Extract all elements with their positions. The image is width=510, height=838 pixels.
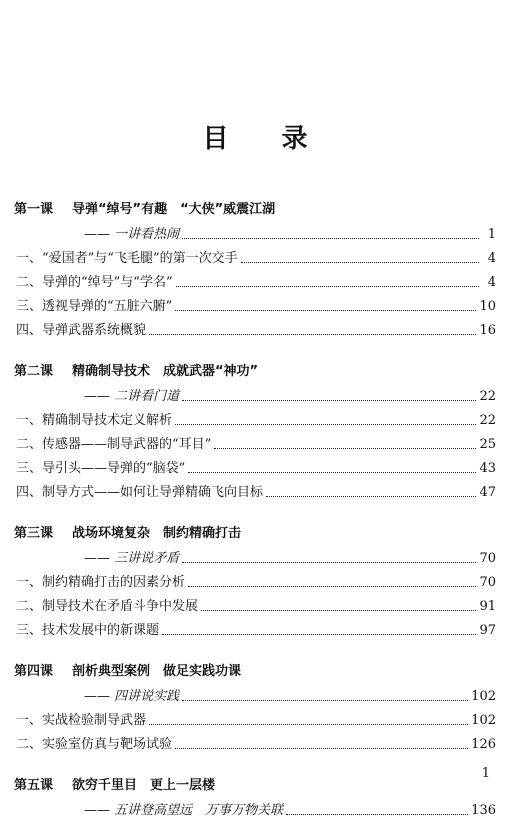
chapter-number: 第五课: [14, 777, 54, 793]
entry-label: —— 二讲看门道: [84, 389, 180, 404]
entry-page: 136: [471, 803, 496, 818]
chapter-heading: [14, 658, 510, 680]
dot-leader: [266, 495, 476, 497]
toc-entry[interactable]: [0, 242, 496, 266]
dot-leader: [241, 261, 479, 263]
chapter-5: [0, 772, 510, 818]
entry-label: 三、导引头——导弹的“脑袋”: [16, 461, 186, 476]
toc-entry-lecture[interactable]: [0, 680, 496, 704]
chapter-heading: [14, 358, 510, 380]
chapter-3: [0, 520, 510, 638]
toc-entry[interactable]: [0, 614, 496, 638]
dot-leader: [176, 285, 479, 287]
toc-entry-lecture[interactable]: [0, 542, 496, 566]
entry-page: 91: [479, 599, 496, 614]
entry-page: 4: [487, 251, 496, 266]
toc-entry[interactable]: [0, 704, 496, 728]
toc-entry[interactable]: [0, 566, 496, 590]
entry-page: 47: [479, 485, 496, 500]
entry-label: 二、传感器——制导武器的“耳目”: [16, 437, 212, 452]
toc-entry[interactable]: [0, 266, 496, 290]
dot-leader: [182, 399, 476, 401]
entry-page: 70: [479, 551, 496, 566]
entry-page: 43: [479, 461, 496, 476]
dot-leader: [175, 747, 468, 749]
toc-entry[interactable]: [0, 590, 496, 614]
dot-leader: [188, 585, 476, 587]
chapter-number: 第二课: [14, 363, 54, 379]
entry-page: 4: [487, 275, 496, 290]
toc-entry[interactable]: [0, 404, 496, 428]
dot-leader: [149, 723, 468, 725]
entry-label: 二、制导技术在矛盾斗争中发展: [16, 599, 199, 614]
dot-leader: [201, 609, 476, 611]
toc-entry-lecture[interactable]: [0, 794, 496, 818]
entry-page: 22: [479, 389, 496, 404]
dot-leader: [182, 699, 468, 701]
entry-page: 102: [471, 713, 496, 728]
entry-page: 10: [479, 299, 496, 314]
entry-page: 1: [487, 227, 496, 242]
entry-label: 三、透视导弹的“五脏六腑”: [16, 299, 173, 314]
entry-label: —— 四讲说实践: [84, 689, 180, 704]
entry-page: 22: [479, 413, 496, 428]
entry-label: 二、实验室仿真与靶场试验: [16, 737, 173, 752]
chapter-4: [0, 658, 510, 752]
entry-label: —— 五讲登高望远 万事万物关联: [84, 803, 284, 818]
table-of-contents: [0, 196, 510, 838]
chapter-number: 第四课: [14, 663, 54, 679]
entry-page: 126: [471, 737, 496, 752]
dot-leader: [175, 309, 476, 311]
entry-label: 四、制导方式——如何让导弹精确飞向目标: [16, 485, 264, 500]
entry-page: 25: [479, 437, 496, 452]
chapter-heading: [14, 520, 510, 542]
chapter-2: [0, 358, 510, 500]
dot-leader: [182, 561, 476, 563]
chapter-title: 导弹“绰号”有趣 “大侠”威震江湖: [72, 201, 276, 217]
dot-leader: [162, 633, 476, 635]
page-number: 1: [481, 766, 490, 781]
entry-label: 三、技术发展中的新课题: [16, 623, 160, 638]
entry-label: 一、“爱国者”与“飞毛腿”的第一次交手: [16, 251, 238, 266]
toc-entry[interactable]: [0, 452, 496, 476]
entry-label: —— 三讲说矛盾: [84, 551, 180, 566]
toc-entry[interactable]: [0, 314, 496, 338]
dot-leader: [188, 471, 476, 473]
entry-page: 97: [479, 623, 496, 638]
chapter-title: 精确制导技术 成就武器“神功”: [72, 363, 259, 379]
chapter-heading: [14, 196, 510, 218]
dot-leader: [214, 447, 476, 449]
toc-entry[interactable]: [0, 476, 496, 500]
chapter-title: 欲穷千里目 更上一层楼: [72, 777, 216, 793]
dot-leader: [182, 237, 479, 239]
dot-leader: [175, 423, 476, 425]
entry-page: 102: [471, 689, 496, 704]
chapter-title: 剖析典型案例 做足实践功课: [72, 663, 242, 679]
entry-label: 一、实战检验制导武器: [16, 713, 147, 728]
toc-entry[interactable]: [0, 428, 496, 452]
entry-label: 四、导弹武器系统概貌: [16, 323, 147, 338]
dot-leader: [149, 333, 476, 335]
dot-leader: [286, 813, 468, 815]
chapter-title: 战场环境复杂 制约精确打击: [72, 525, 242, 541]
chapter-number: 第一课: [14, 201, 54, 217]
toc-entry-lecture[interactable]: [0, 218, 496, 242]
entry-page: 70: [479, 575, 496, 590]
entry-label: 二、导弹的“绰号”与“学名”: [16, 275, 173, 290]
chapter-number: 第三课: [14, 525, 54, 541]
toc-entry[interactable]: [0, 728, 496, 752]
chapter-1: [0, 196, 510, 338]
entry-page: 16: [479, 323, 496, 338]
toc-entry[interactable]: [0, 290, 496, 314]
entry-label: 一、精确制导技术定义解析: [16, 413, 173, 428]
entry-label: 一、制约精确打击的因素分析: [16, 575, 186, 590]
chapter-heading: [14, 772, 510, 794]
toc-entry-lecture[interactable]: [0, 380, 496, 404]
toc-title: 目 录: [202, 124, 330, 154]
entry-label: —— 一讲看热闹: [84, 227, 180, 242]
